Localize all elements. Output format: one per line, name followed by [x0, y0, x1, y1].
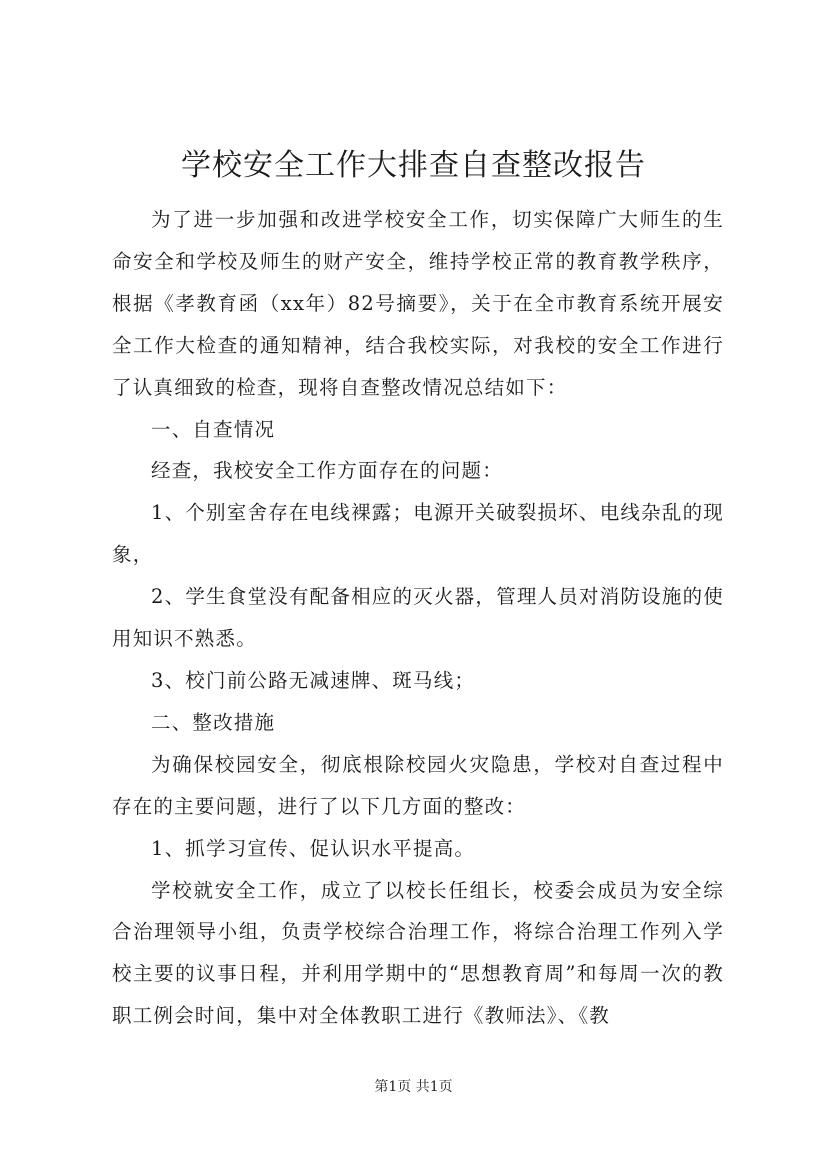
paragraph-findings-intro: 经查，我校安全工作方面存在的问题：	[151, 459, 503, 483]
document-title: 学校安全工作大排查自查整改报告	[181, 148, 646, 183]
list-item-finding-1: 1、个别室舍存在电线裸露；电源开关破裂损坏、电线杂乱的现象，	[112, 501, 724, 567]
paragraph-intro: 为了进一步加强和改进学校安全工作，切实保障广大师生的生命安全和学校及师生的财产安全，维持学校正常的教育教学秩序，根据《孝教育函（xx年）82号摘要》，关于在全市教育系统开展安全工作大检查的通知精神，结合我校实际，对我校的安全工作进行了认真细致的检查，现将自查整改情况总结如下：	[112, 208, 724, 399]
document-body	[112, 199, 724, 1037]
list-item-finding-3: 3、校门前公路无减速牌、斑马线；	[151, 668, 476, 692]
paragraph-measures-intro: 为确保校园安全，彻底根除校园火灾隐患，学校对自查过程中存在的主要问题，进行了以下几方面的整改：	[112, 752, 724, 818]
page-footer: 第1页 共1页	[374, 1079, 453, 1095]
section-heading-measures: 二、整改措施	[151, 710, 276, 734]
section-heading-self-check: 一、自查情况	[151, 417, 276, 441]
paragraph-measure-1-detail: 学校就安全工作，成立了以校长任组长，校委会成员为安全综合治理领导小组，负责学校综合治理工作，将综合治理工作列入学校主要的议事日程，并利用学期中的“思想教育周”和每周一次的教职工例会时间，集中对全体教职工进行《教师法》、《教	[112, 878, 724, 1028]
list-item-finding-2: 2、学生食堂没有配备相应的灭火器，管理人员对消防设施的使用知识不熟悉。	[112, 585, 724, 651]
list-item-measure-1: 1、抓学习宣传、促认识水平提高。	[151, 836, 476, 860]
